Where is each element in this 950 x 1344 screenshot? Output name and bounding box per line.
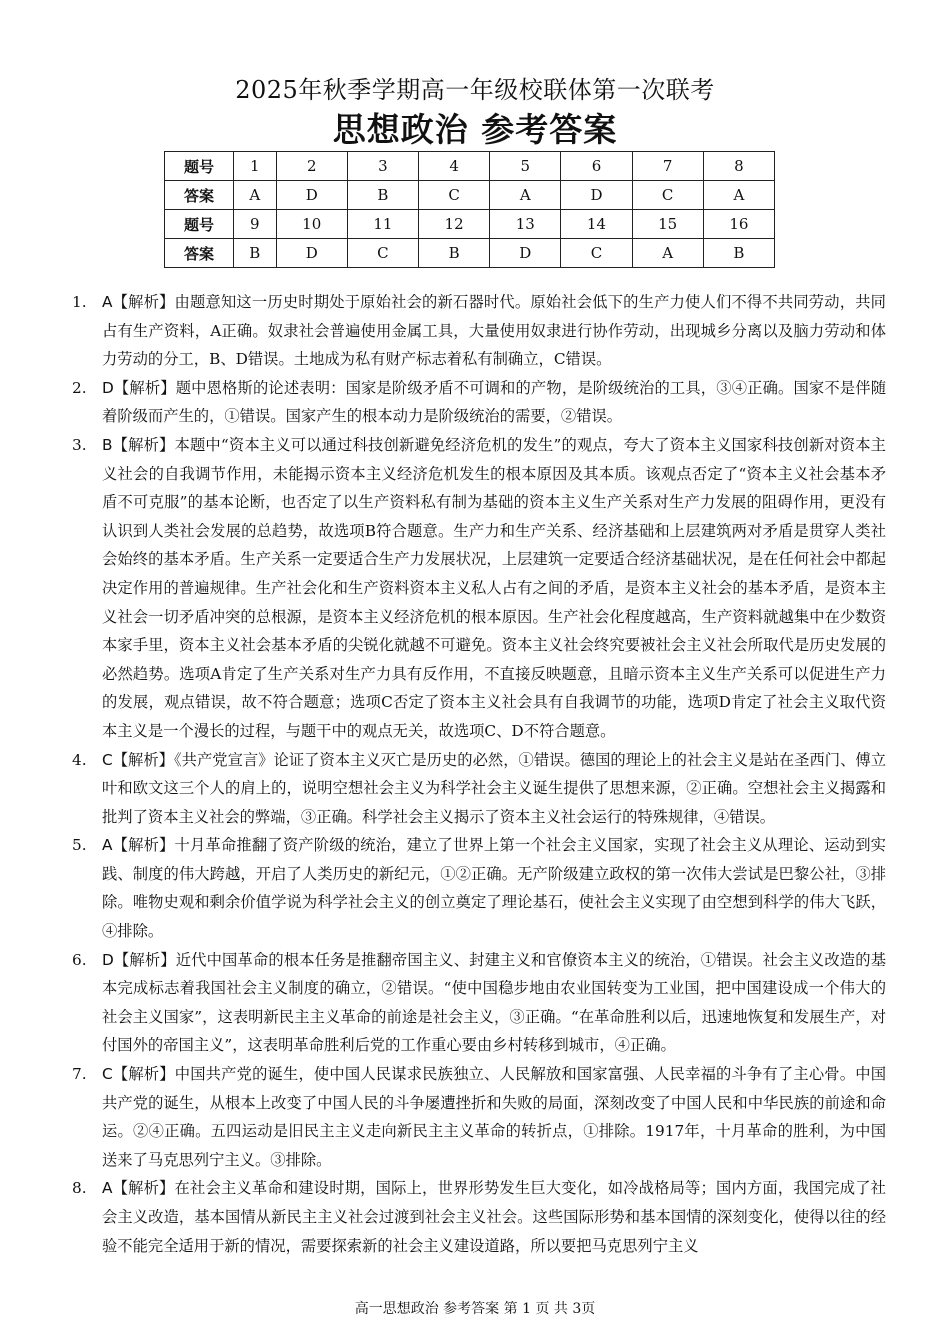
table-cell: 12 xyxy=(419,210,490,239)
table-cell: C xyxy=(347,239,418,268)
table-cell: 3 xyxy=(347,152,418,181)
row-header: 题号 xyxy=(165,210,234,239)
table-cell: 9 xyxy=(234,210,277,239)
table-row xyxy=(165,152,775,181)
item-tag: 【解析】 xyxy=(113,378,176,397)
table-row xyxy=(165,239,775,268)
table-cell: D xyxy=(276,239,347,268)
table-cell: D xyxy=(276,181,347,210)
item-answer: C xyxy=(102,750,113,769)
item-tag: 【解析】 xyxy=(112,435,175,454)
answer-table xyxy=(164,151,775,268)
item-number: 6. xyxy=(72,950,87,969)
item-number: 7. xyxy=(72,1065,87,1084)
item-number: 2. xyxy=(72,378,87,397)
explanation-item xyxy=(72,431,886,746)
row-header: 答案 xyxy=(165,239,234,268)
item-tag: 【解析】 xyxy=(112,1065,175,1084)
table-cell: B xyxy=(234,239,277,268)
item-tag: 【解析】 xyxy=(113,950,176,969)
table-cell: D xyxy=(561,181,632,210)
table-cell: 10 xyxy=(276,210,347,239)
table-cell: A xyxy=(490,181,561,210)
item-answer: D xyxy=(102,950,114,969)
table-cell: 2 xyxy=(276,152,347,181)
item-text: 中国共产党的诞生，使中国人民谋求民族独立、人民解放和国家富强、人民幸福的斗争有了主心骨。中国共产党的诞生，从根本上改变了中国人民的斗争屡遭挫折和失败的局面，深刻改变了中国人民和中华民族的前途和命运。②④正确。五四运动是旧民主主义走向新民主主义革命的转折点，①排除。1917年，十月革命的胜利，为中国送来了马克思列宁主义。③排除。 xyxy=(102,1065,886,1169)
explanation-item xyxy=(72,374,886,431)
page-footer: 高一思想政治 参考答案 第 1 页 共 3页 xyxy=(354,1301,596,1317)
table-cell: A xyxy=(703,181,774,210)
explanation-item xyxy=(72,288,886,374)
explanation-item xyxy=(72,746,886,832)
item-tag: 【解析】 xyxy=(112,750,174,769)
explanation-item xyxy=(72,831,886,945)
answer-explanations xyxy=(72,288,886,1260)
table-cell: C xyxy=(419,181,490,210)
item-text: 《共产党宣言》论证了资本主义灭亡是历史的必然，①错误。德国的理论上的社会主义是站在圣西门、傅立叶和欧文这三个人的肩上的，说明空想社会主义为科学社会主义诞生提供了思想来源，②正确。空想社会主义揭露和批判了资本主义社会的弊端，③正确。科学社会主义揭示了资本主义社会运行的特殊规律，④错误。 xyxy=(102,750,886,826)
item-answer: B xyxy=(102,435,113,454)
table-cell: B xyxy=(703,239,774,268)
item-text: 十月革命推翻了资产阶级的统治，建立了世界上第一个社会主义国家，实现了社会主义从理论、运动到实践、制度的伟大跨越，开启了人类历史的新纪元，①②正确。无产阶级建立政权的第一次伟大尝试是巴黎公社，③排除。唯物史观和剩余价值学说为科学社会主义的创立奠定了理论基石，使社会主义实现了由空想到科学的伟大飞跃，④排除。 xyxy=(102,836,886,941)
item-text: 在社会主义革命和建设时期，国际上，世界形势发生巨大变化，如冷战格局等；国内方面，我国完成了社会主义改造，基本国情从新民主主义社会过渡到社会主义社会。这些国际形势和基本国情的深刻变化，使得以往的经验不能完全适用于新的情况，需要探索新的社会主义建设道路，所以要把马克思列宁主义 xyxy=(102,1179,886,1255)
explanation-item xyxy=(72,946,886,1060)
item-number: 3. xyxy=(72,435,87,454)
table-cell: D xyxy=(490,239,561,268)
table-row xyxy=(165,210,775,239)
item-answer: D xyxy=(102,378,114,397)
page-title: 2025年秋季学期高一年级校联体第一次联考 xyxy=(235,76,715,104)
item-tag: 【解析】 xyxy=(112,1179,175,1198)
item-answer: C xyxy=(102,1065,113,1084)
item-number: 5. xyxy=(72,836,87,855)
explanation-item xyxy=(72,1174,886,1260)
table-cell: 4 xyxy=(419,152,490,181)
table-cell: 8 xyxy=(703,152,774,181)
item-text: 由题意知这一历史时期处于原始社会的新石器时代。原始社会低下的生产力使人们不得不共同劳动，共同占有生产资料，A正确。奴隶社会普遍使用金属工具，大量使用奴隶进行协作劳动，出现城乡分离以及脑力劳动和体力劳动的分工，B、D错误。土地成为私有财产标志着私有制确立，C错误。 xyxy=(102,293,886,369)
item-tag: 【解析】 xyxy=(112,836,175,855)
table-cell: C xyxy=(561,239,632,268)
item-text: 本题中“资本主义可以通过科技创新避免经济危机的发生”的观点，夸大了资本主义国家科技创新对资本主义社会的自我调节作用，未能揭示资本主义经济危机发生的根本原因及其本质。该观点否定了“资本主义社会基本矛盾不可克服”的基本论断，也否定了以生产资料私有制为基础的资本主义生产关系对生产力发展的阻碍作用，更没有认识到人类社会发展的总趋势，故选项B符合题意。生产力和生产关系、经济基础和上层建筑两对矛盾是贯穿人类社会始终的基本矛盾。生产关系一定要适合生产力发展状况，上层建筑一定要适合经济基础状况，是在任何社会中都起决定作用的普遍规律。生产社会化和生产资料资本主义私人占有之间的矛盾，是资本主义社会的基本矛盾，是资本主义社会一切矛盾冲突的总根源，是资本主义经济危机的根本原因。生产社会化程度越高，生产资料就越集中在少数资本家手里，资本主义社会基本矛盾的尖锐化就越不可避免。资本主义社会终究要被社会主义社会所取代是历史发展的必然趋势。选项A肯定了生产关系对生产力具有反作用，不直接反映题意，且暗示资本主义生产关系可以促进生产力的发展，观点错误，故不符合题意；选项C否定了资本主义社会具有自我调节的功能，选项D肯定了社会主义取代资本主义是一个漫长的过程，与题干中的观点无关，故选项C、D不符合题意。 xyxy=(102,435,886,740)
item-number: 1. xyxy=(72,293,87,311)
item-text: 题中恩格斯的论述表明：国家是阶级矛盾不可调和的产物，是阶级统治的工具，③④正确。国家不是伴随着阶级而产生的，①错误。国家产生的根本动力是阶级统治的需要，②错误。 xyxy=(102,378,886,426)
table-cell: 14 xyxy=(561,210,632,239)
table-cell: 6 xyxy=(561,152,632,181)
table-cell: 16 xyxy=(703,210,774,239)
table-cell: 5 xyxy=(490,152,561,181)
item-answer: A xyxy=(102,836,113,855)
table-cell: A xyxy=(632,239,703,268)
row-header: 题号 xyxy=(165,152,234,181)
table-cell: 15 xyxy=(632,210,703,239)
table-cell: 1 xyxy=(234,152,277,181)
item-answer: A xyxy=(102,293,113,311)
item-answer: A xyxy=(102,1179,113,1198)
table-row xyxy=(165,181,775,210)
table-cell: B xyxy=(419,239,490,268)
item-text: 近代中国革命的根本任务是推翻帝国主义、封建主义和官僚资本主义的统治，①错误。社会主义改造的基本完成标志着我国社会主义制度的确立，②错误。“使中国稳步地由农业国转变为工业国，把中国建设成一个伟大的社会主义国家”，这表明新民主主义革命的前途是社会主义，③正确。“在革命胜利以后，迅速地恢复和发展生产，对付国外的帝国主义”，这表明革命胜利后党的工作重心要由乡村转移到城市，④正确。 xyxy=(102,950,886,1055)
table-cell: 7 xyxy=(632,152,703,181)
table-cell: 13 xyxy=(490,210,561,239)
table-cell: A xyxy=(234,181,277,210)
row-header: 答案 xyxy=(165,181,234,210)
table-cell: B xyxy=(347,181,418,210)
item-tag: 【解析】 xyxy=(112,293,175,311)
table-cell: C xyxy=(632,181,703,210)
item-number: 8. xyxy=(72,1179,87,1198)
explanation-item xyxy=(72,1060,886,1174)
page-subtitle: 思想政治 参考答案 xyxy=(332,110,618,149)
table-cell: 11 xyxy=(347,210,418,239)
item-number: 4. xyxy=(72,750,87,769)
